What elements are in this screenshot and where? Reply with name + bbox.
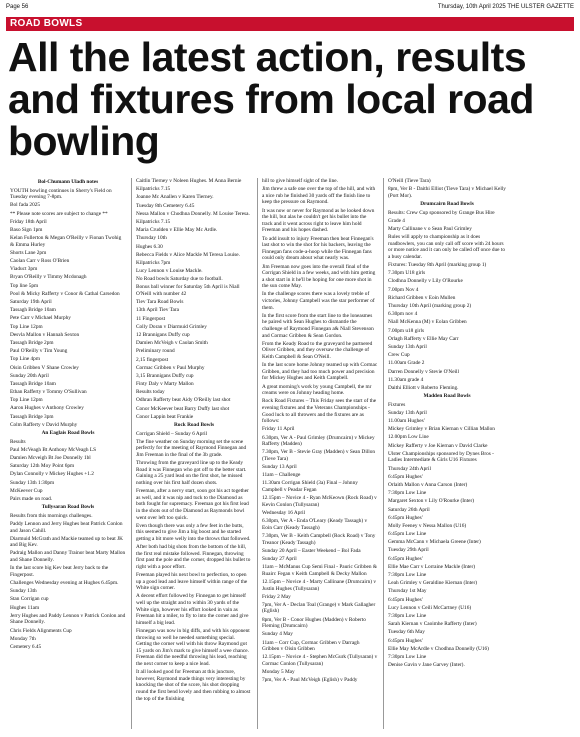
article-paragraph: Fixtures: Tuesday 8th April (marking group 1) <box>388 262 487 269</box>
article-paragraph: McKeever Cup <box>10 487 43 494</box>
article-paragraph: Throwing from the graveyard line up to the Keady Road it was Finnegan who got off to the better start. Gaining a 25 yard lead on the first shot, he missed nothing over his first half dozen shots. <box>136 460 247 486</box>
article-paragraph: To add insult to injury Freeman then beat Finnegan's last shot to win the shot for his backers, leaving the Finnegan fans code-a-hoop while the Finnegan fans could only dream about what nearly was. <box>262 235 374 262</box>
article-paragraph: 6:45pm Hughes' <box>388 473 423 480</box>
article-paragraph: Caolan Carr v Ross O'Brien <box>10 258 70 265</box>
article-paragraph: Bonus ball winner for Saturday 5th April is Niall O'Neill with number 42 <box>136 284 240 298</box>
article-paragraph: Paddy Lennon and Jerry Hughes beat Patrick Conlon and Jason Cahill. <box>10 520 123 534</box>
article-paragraph: Conor McKeever beat Barry Duffy last shot <box>136 405 230 412</box>
article-paragraph: Cormac Gribben v Paul Murphy <box>136 364 205 371</box>
article-paragraph: 7:30pm Low Line <box>388 490 427 497</box>
article-paragraph: 6.30pm, Ver A - Enda O'Leary (Keady Tassagh) v Eoin Carr (Keady Tassagh) <box>262 518 368 531</box>
article-paragraph: Caitlin Tierney v Noleen Hughes. M Anna Bernie <box>136 178 242 184</box>
section-heading: Drumcairn Road Bowls <box>420 200 474 207</box>
article-paragraph: Friday 11 April <box>262 426 295 433</box>
article-paragraph: Conor Lappin beat Frankie <box>136 413 194 420</box>
article-paragraph: 11 Fingerpost <box>136 315 166 322</box>
article-paragraph: Thursday 1st May <box>388 588 427 595</box>
article-paragraph: Monday 5 May <box>262 669 295 676</box>
article-paragraph: Colly Doran v Diarmuid Grimley <box>136 323 207 330</box>
page-number: Page 56 <box>6 4 29 10</box>
article-paragraph: 7pm, Ver A - Paul McVeigh (Eglish) v Paddy <box>262 677 358 684</box>
article-paragraph: Sunday 13 April <box>262 464 297 471</box>
article-paragraph: Tiev Tara Road Bowls <box>136 299 184 306</box>
article-paragraph: 6:45pm Hughes' <box>388 637 423 644</box>
article-paragraph: Friday 18th April <box>10 218 47 225</box>
article-paragraph: Pairs made on road. <box>10 495 53 502</box>
article-paragraph: 11am – Challenge <box>262 472 301 479</box>
article-paragraph: Sunday 27 April <box>262 555 297 562</box>
article-paragraph: 6.30pm nov 4 <box>388 311 418 318</box>
article-paragraph: Viaduct 3pm <box>10 266 38 273</box>
article-paragraph: Sunday 13th 1:30pm <box>10 479 55 486</box>
article-paragraph: Pete Carr v Michael Murphy <box>10 315 71 322</box>
article-column-3 <box>262 178 378 686</box>
article-paragraph: Richard Gribben v Eoin Mullen <box>388 294 456 301</box>
article-paragraph: 6:45pm Hughes' <box>388 514 423 521</box>
article-paragraph: 12.15pm – Novice 4 - Marty Callinane (Drumcairn) v Justin Hughes (Tullysaran) <box>262 578 376 592</box>
article-paragraph: A great morning's work by young Campbell, the mr creams were on Johnny heading home. <box>262 383 372 397</box>
article-paragraph: Top line 5pm <box>10 282 39 289</box>
article-paragraph: Darren Donnelly v Stevie O'Neill <box>388 368 459 375</box>
article-paragraph: hill to give himself sight of the line. <box>262 178 338 184</box>
article-paragraph: Kilpatricks 7.15 <box>136 186 171 193</box>
article-paragraph: Monday 7th <box>10 635 36 642</box>
article-paragraph: Kelan Fullerton & Megan O'Reilly v Fionan Twohig & Emma Hurley <box>10 235 122 248</box>
article-paragraph: ** Please note scores are subject to change ** <box>10 210 108 217</box>
article-paragraph: 7.00pm u18 girls <box>388 327 425 334</box>
article-paragraph: No Road bowls Saturday due to football. <box>136 276 223 283</box>
page-header <box>6 3 574 13</box>
article-paragraph: Mickey Grimley v Brian Kiernan v Cillian Mallon <box>388 426 495 433</box>
article-paragraph: Sunday 20 April – Easter Weekend – Bol Fada <box>262 547 361 554</box>
column-rule <box>257 178 258 729</box>
article-paragraph: 6.30pm, Ver A - Paul Grimley (Drumcairn) v Mickey Rafferty (Madden) <box>262 434 375 448</box>
article-paragraph: Jim threw a safe one over the top of the hill, and with a nice rub he finished 30 yards off the finish line to keep the pressure on Raymond. <box>262 186 376 206</box>
article-paragraph: 12.15pm – Novice 4 - Ryan McKeown (Rock Road) v Kevin Conlon (Tullysaran) <box>262 495 377 508</box>
article-paragraph: Odhran Rafferty beat Aidy O'Reilly last shot <box>136 397 231 404</box>
column-rule <box>383 178 384 729</box>
article-paragraph: Finty Daly v Marty Mallon <box>136 381 194 388</box>
article-paragraph: 11am – McManus Cup Semi Final - Pauric Gribben & Ruairc Fegan v Keith Campbell & Decky Mallon <box>262 564 377 577</box>
article-paragraph: 12.00pm Low Line <box>388 434 429 441</box>
article-paragraph: Sunday 20th April <box>10 372 49 379</box>
article-paragraph: 11.30am Corrigan Shield (3a) Final – Johnny Campbell v Peadar Fegan <box>262 480 358 494</box>
article-paragraph: Stan Corrigan cup <box>10 596 49 603</box>
article-paragraph: Kilpatricks 7pm <box>136 259 171 266</box>
article-paragraph: Top Line 4pm <box>10 356 40 363</box>
article-paragraph: Aaron Hughes v Anthony Crowley <box>10 405 84 412</box>
article-paragraph: The fine weather on Sunday morning set the scene perfectly for the meeting of Raymond Finnegan and Jim Freeman in the final of the 3b grade. <box>136 438 247 458</box>
article-paragraph: O'Neill (Tieve Tara) <box>388 178 431 184</box>
article-paragraph: Leah Grimley v Geraldine Kiernan (Inter) <box>388 580 477 587</box>
article-paragraph: Top Line 12pm <box>10 323 43 330</box>
article-paragraph: 2,15 fingerpost <box>136 356 169 363</box>
article-paragraph: Shorts Lane 2pm <box>10 249 47 256</box>
article-paragraph: Orlagh Rafferty v Ellie May Carr <box>388 335 459 342</box>
article-paragraph: Thursday 24th April <box>388 465 431 472</box>
article-paragraph: Mickey Rafferty v Joe Kiernan v David Clarke <box>388 442 488 449</box>
article-paragraph: In the last score home Johnny teamed up with Cormac Gribben, and they had too much power and precision for Mickey Hughes and Keith Campbell. <box>262 362 378 382</box>
headline: All the latest action, results and fixtures from local road bowling <box>8 34 534 164</box>
article-paragraph: Saturday 12th Moy Point 6pm <box>10 463 75 470</box>
article-paragraph: Preliminary round <box>136 348 175 355</box>
article-paragraph: 7:30pm Low Line <box>388 572 427 579</box>
article-paragraph: Tassagh Bridge 10am <box>10 380 56 387</box>
article-paragraph: Top Line 12pm <box>10 397 43 404</box>
article-paragraph: 7pm, Ver A - Declan Toal (Grange) v Mark Gallagher (Eglish) <box>262 601 376 615</box>
article-paragraph: Even though there was only a few feet in the butts, this seemed to give Jim a big boost and he started getting a bit more welly into the throws that followed. <box>136 522 251 542</box>
article-paragraph: 11am – Corr Cup, Cormac Gribben v Darragh Gribben v Oisin Gribben <box>262 639 360 653</box>
article-column-2 <box>136 178 252 704</box>
article-paragraph: Oisin Gribben V Shane Crowley <box>10 364 79 371</box>
article-paragraph: 8pm, Ver B - Conor Hughes (Madden) v Roberto Fleming (Drumcairn) <box>262 616 366 630</box>
article-paragraph: Freeman played his next bowl to perfection, to open up a good lead and leave himself within range of the White sign corner. <box>136 572 248 592</box>
article-paragraph: It all looked good for Freeman at this juncture, however, Raymond made things very interesting by knocking the shot of the score, his shot dropping round the first bend lovely and then rubbing to almost the top of the finishing <box>136 669 251 702</box>
section-heading: Bol-Chumann Uladh notes <box>37 179 99 185</box>
article-paragraph: Tassagh Bridge 2pm <box>10 339 54 346</box>
article-paragraph: Clodhna Donnelly v Lily O'Rourke <box>388 278 463 285</box>
article-paragraph: It was now or never for Raymond as he looked down the hill, but alas he couldn't get his bullet into the track and it went across right to leave him hold Freeman and his hopes dashed. <box>262 207 375 234</box>
article-paragraph: Denise Gavin v Jane Garvey (Inter). <box>388 662 465 669</box>
article-paragraph: Ulster Championships sponsored by Dynes Bros - Ladies Intermediate & Girls U16 Fixtures <box>388 450 494 464</box>
article-paragraph: Kilpatricks 7.15 <box>136 218 171 225</box>
article-paragraph: Paul O'Reilly v Tim Young <box>10 348 68 355</box>
article-paragraph: Friday 2 May <box>262 593 291 600</box>
article-paragraph: Tassagh Bridge 10am <box>10 307 56 314</box>
article-paragraph: 7.30pm, Ver B - Stevie Gray (Madden) v Sean Dillon (Tieve Tara) <box>262 449 376 462</box>
article-paragraph: Hughes 11am <box>10 604 40 611</box>
article-paragraph: Sunday 4 May <box>262 631 293 638</box>
article-paragraph: Grade 4 <box>388 217 405 224</box>
article-paragraph: Paul McVeagh Bt Anthony McVeagh LS <box>10 446 97 453</box>
article-paragraph: Ellie May McArdle v Chodhna Donnelly (U16) <box>388 645 489 652</box>
article-paragraph: Padraig Mallon and Danny Trainor beat Marty Mallon and Shane Donnelly. <box>10 550 126 564</box>
article-paragraph: Freeman, after a nervy start, soon got his act together as well, and it was nip and tuck to the Diamond as both fought for supremacy. Freeman got his first lead in the shots out of the Diamond as Raymonds bowl went over left too quick. <box>136 488 249 521</box>
article-column-4 <box>388 178 506 670</box>
article-paragraph: Wednesday 16 April <box>262 510 306 516</box>
article-paragraph: YOUTH bowling continues in Sherry's Field on Tuesday evening 7-8pm. <box>10 187 112 201</box>
article-paragraph: After both had big shots from the bottom of the hill, the first real mistake followed. Finnegan, throwing first past the pole and the corner, dropped his bullet to right with a poor effort. <box>136 544 251 570</box>
article-paragraph: Damien Mcveigh Bt Joe Donnelly 1bl <box>10 455 91 461</box>
article-paragraph: Chris Fields Alignments Cup <box>10 627 72 634</box>
article-paragraph: Rock Road Fixtures – This Friday sees the start of the evening fixtures and the Veterans Championships - Good luck to all throwers and the fixtures are as follows: <box>262 398 377 425</box>
section-heading: An Eaglais Road Bowls <box>41 430 95 437</box>
article-paragraph: Lucy Lennon v Ceili McCartney (U16) <box>388 604 472 611</box>
article-paragraph: 8pm, Ver B - Daithi Elliot (Tieve Tara) v Michael Kelly (Port Mor). <box>388 186 506 199</box>
article-paragraph: Sunday 13th April <box>388 343 427 350</box>
article-paragraph: 3,15 Brannigans Duffy cup <box>136 372 194 379</box>
article-paragraph: Margaret Sexton v Lily O'Rourke (Inter) <box>388 498 475 505</box>
article-paragraph: Thursday 10th April (marking group 2) <box>388 303 472 310</box>
article-paragraph: 6:45pm Low Line <box>388 531 427 538</box>
article-paragraph: Tuesday 29th April <box>388 547 429 554</box>
article-paragraph: Orlaith Mallon v Anna Carson (Inter) <box>388 481 468 488</box>
article-paragraph: Saturday 19th April <box>10 299 52 306</box>
article-paragraph: Pool & Micky Rafferty v Conor & Cathal Carsedon <box>10 290 120 297</box>
article-paragraph: Crew Cup <box>388 352 410 359</box>
article-paragraph: Tuesday 8th Cemetery 6.45 <box>136 202 195 209</box>
article-paragraph: Daithi Elliott v Roberto Fleming. <box>388 384 459 391</box>
section-heading: Madden Road Bowls <box>423 393 471 400</box>
article-paragraph: 6:45pm Hughes' <box>388 555 423 562</box>
article-paragraph: Damien McVeigh v Caolan Smith <box>136 340 208 347</box>
article-paragraph: Gemma McCann v Michaela Greene (Inter) <box>388 539 481 546</box>
article-paragraph: Cemetery 6.45 <box>10 643 42 650</box>
article-paragraph: Maria Crudden v Ellie May Mc Ardle. <box>136 227 218 234</box>
article-paragraph: 11.00am Grade 2 <box>388 360 425 367</box>
article-paragraph: A decent effort followed by Finnegan to get himself well up the straight and to within 30 yards of the White sign, however his effort looked in vain as Freeman hit a miler, to fly to into the corner and give himself a big lead. <box>136 593 249 626</box>
article-paragraph: Finnegan was now in big diffs, and with his opponent throwing so well he needed something special. Getting the corner well with his throw Raymond got 15 yards on Jim's mark to give himself a wee chance. Freeman did the needful throwing his lead, reaching the next corner to keep a nice lead. <box>136 628 250 667</box>
article-paragraph: Results <box>10 438 26 445</box>
article-paragraph: Dylan Connolly v Mickey Hughes +1.2 <box>10 471 94 478</box>
article-paragraph: From the Keady Road to the graveyard he partnered Oliver Gribben, and they oversaw the challenge of Keith Campbell & Sean O'Neill. <box>262 340 373 360</box>
section-heading: Rock Road Bowls <box>173 422 215 429</box>
article-paragraph: Fixtures <box>388 401 406 408</box>
article-paragraph: In the challenge scores there was a lovely treble of victories, Johnny Campbell was the star performer of them. <box>262 291 375 311</box>
column-rule <box>131 178 132 729</box>
article-paragraph: Tuesday 6th May <box>388 629 425 636</box>
article-paragraph: In the last score big Kev beat Jerry back to the Fingerpost. <box>10 565 109 578</box>
article-paragraph: 11.00am Hughes' <box>388 418 425 425</box>
article-paragraph: Lucy Lennon v Louise Mackle. <box>136 268 203 275</box>
article-paragraph: Bol fada 2025 <box>10 202 41 209</box>
article-paragraph: Joanne Mc Anallen v Karen Tierney. <box>136 194 214 201</box>
article-paragraph: Thursday 10th <box>136 235 167 242</box>
article-column-1 <box>10 178 126 652</box>
article-paragraph: Jim Freeman now goes into the overall final of the Corrigan Shield in a few weeks, and with him getting a shot start in it he'll be hoping for one more shot in the sun come May. <box>262 263 376 290</box>
article-paragraph: Rebecca Fields v Alice Mackle M Teresa Louise. <box>136 251 240 258</box>
article-paragraph: 12.15pm – Novice 4 - Stephen McGurk (Tullysaran) v Cormac Conlon (Tullysaran) <box>262 654 378 667</box>
article-paragraph: 7.30pm U18 girls <box>388 270 426 277</box>
article-paragraph: Ellie Mae Carr v Lorraine Mackle (Inter) <box>388 563 476 570</box>
article-paragraph: Desvla Mallon v Hannah Sexton <box>10 331 80 338</box>
article-paragraph: Bryan O'Reilly v Timmy Mcdonagh <box>10 274 87 281</box>
article-paragraph: Molly Feeney v Nessa Mallon (U16) <box>388 522 467 529</box>
article-paragraph: Ethan Rafferty v Tommy O'Sullivan <box>10 389 87 396</box>
article-paragraph: Nessa Mallon v Chodhna Donnelly. M Louise Teresa. <box>136 210 250 217</box>
article-paragraph: 7.30pm, Ver B - Keith Campbell (Rock Road) v Tony Treanor (Keady Tassagh) <box>262 532 376 546</box>
article-paragraph: Challenges Wednesday evening at Hughes 6.45pm. <box>10 580 119 587</box>
article-paragraph: Jerry Hughes and Paddy Lennon v Patrick Conlon and Shane Donnelly. <box>10 612 126 626</box>
section-banner: ROAD BOWLS <box>6 17 574 31</box>
article-paragraph: 7:30pm Low Line <box>388 653 427 660</box>
article-paragraph: Rules will apply to championship as it does roadbowlers, you can only call off score with 24 hours or more notice and it can only be called off once due to a busy calendar. <box>388 234 505 260</box>
article-paragraph: In the first score from the start line to the loneasmes he paired with Sean Hughes to dismantle the challenge of Raymond Finnegan a& Niall Stevenson and Cormac Gribben & Sean Gordon. <box>262 312 374 339</box>
article-paragraph: 11.30am grade 4 <box>388 376 424 383</box>
article-paragraph: Colm Rafferty v David Murphy <box>10 421 78 428</box>
section-heading: Tullysaran Road Bowls <box>41 504 95 511</box>
article-paragraph: Sunday 13th April <box>388 409 427 416</box>
article-paragraph: Results from this mornings challenges. <box>10 512 93 519</box>
article-paragraph: Sunday 13th <box>10 588 37 595</box>
article-paragraph: 13th April Tiev Tara <box>136 307 179 314</box>
article-paragraph: Saturday 26th April <box>388 506 430 513</box>
article-paragraph: Hughes 6.30 <box>136 243 163 250</box>
article-paragraph: Tassagh Bridge 3pm <box>10 413 54 420</box>
article-paragraph: Marty Callinane v o Sean Paul Grimley <box>388 225 472 232</box>
article-paragraph: Sarah Kiernan v Caoimhe Rafferty (Inter) <box>388 621 477 628</box>
article-paragraph: 6:45pm Hughes' <box>388 596 423 603</box>
article-paragraph: Corrigan Shield – Sunday 6 April <box>136 430 208 437</box>
article-paragraph: 12 Brannigans Duffy cup <box>136 331 190 338</box>
article-paragraph: Diarmuid McGrath and Mackie teamed up to beat JK and Big Kev. <box>10 535 123 549</box>
issue-date: Thursday, 10th April 2025 THE ULSTER GAZETTE <box>437 4 574 10</box>
article-paragraph: Results: Crew Cup sponsored by Grange Bus Hire <box>388 209 495 216</box>
article-paragraph: Niall McKenna (M) v Eolan Gribben <box>388 319 467 326</box>
article-paragraph: 7:30pm Low Line <box>388 612 427 619</box>
article-paragraph: Results today <box>136 389 165 396</box>
article-paragraph: 7.00pm Nov 4 <box>388 286 419 293</box>
article-paragraph: Baso Sign 1pm <box>10 226 43 233</box>
